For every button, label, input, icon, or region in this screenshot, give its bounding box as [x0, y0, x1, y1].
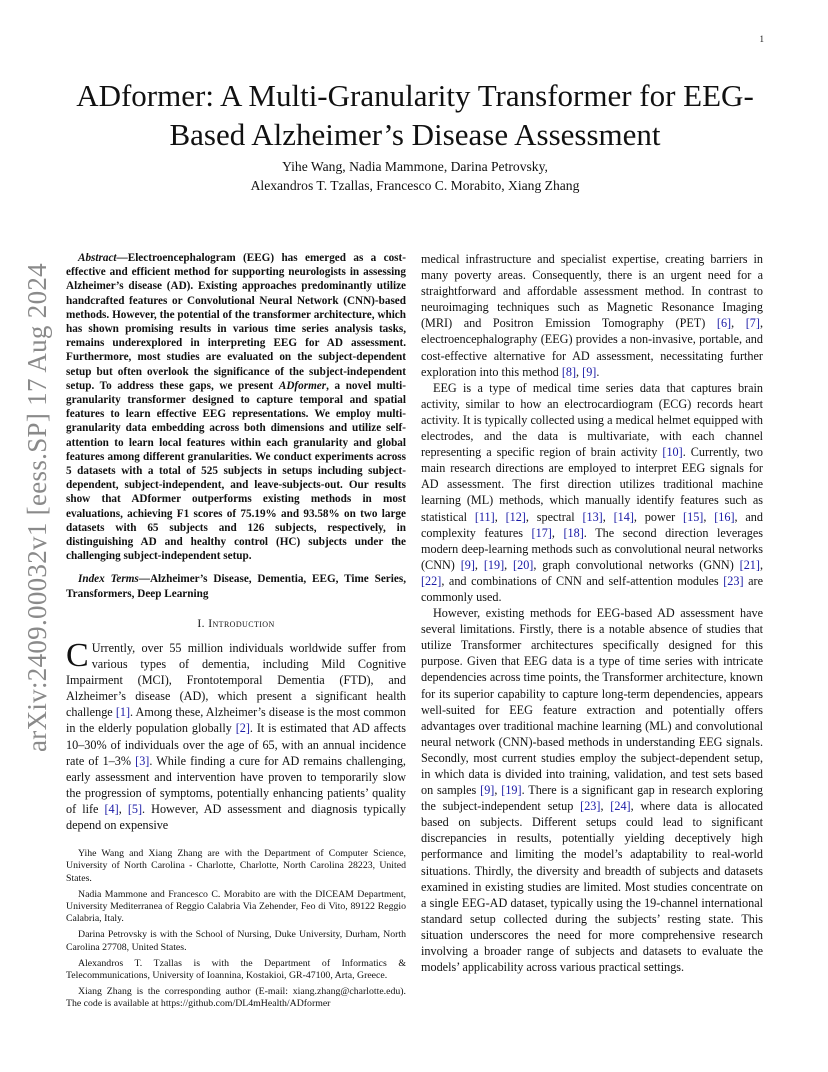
citation-link[interactable]: [7] — [745, 316, 760, 331]
arxiv-identifier-stamp: arXiv:2409.00032v1 [eess.SP] 17 Aug 2024 — [22, 263, 52, 752]
body-text: , where data is allocated based on subjects. Different setups could lead to significant discrepancies in results, potentially yielding deceptively high performance and limiting the model’s adaptability to real-world situations. Thirdly, the diversity and breadth of subjects and datasets examined in existing studies are limited. Most studies concentrate on a single EEG-AD dataset, typically using the 19-channel international standard setup collected during the subjects’ resting state. This situation underscores the need for more comprehensive research involving a broader range of subjects and datasets to evaluate the models’ applicability across various practical settings. — [421, 799, 764, 975]
body-text: , spectral — [525, 509, 583, 524]
author-line-2: Alexandros T. Tzallas, Francesco C. Morabito, Xiang Zhang — [250, 178, 580, 193]
citation-link[interactable]: [14] — [613, 509, 634, 524]
section-title: Introduction — [208, 616, 275, 630]
intro-paragraph-1 — [66, 636, 406, 833]
body-text: , — [494, 509, 506, 524]
body-text: , graph convolutional networks (GNN) — [533, 557, 740, 572]
citation-link[interactable]: [22] — [421, 573, 442, 588]
footnote-affiliation: Nadia Mammone and Francesco C. Morabito are with the DICEAM Department, University Mediterranea of Reggio Calabria Via Zehender, Feo di Vito, 89122 Reggio Calabria, Italy. — [66, 888, 406, 925]
citation-link[interactable]: [6] — [716, 316, 732, 331]
citation-link[interactable]: [8] — [561, 364, 577, 379]
citation-link[interactable]: [23] — [580, 799, 601, 814]
intro-text: , — [118, 801, 128, 816]
abstract — [66, 251, 406, 563]
index-terms-label: Index Terms — [78, 573, 139, 586]
index-terms-text: —Alzheimer’s Disease, Dementia, EEG, Time Series, Transformers, Deep Learning — [66, 573, 406, 600]
body-text: , and complexity features — [421, 509, 763, 540]
citation-link[interactable]: [3] — [135, 753, 150, 768]
citation-link[interactable]: [21] — [739, 557, 760, 572]
intro-paragraph-2 — [421, 380, 763, 605]
intro-text: . Among these, Alzheimer’s disease is the most common in the elderly population globally — [66, 705, 406, 736]
body-text: . The second direction leverages modern deep-learning methods such as convolutional neural networks (CNN) — [421, 525, 764, 572]
citation-link[interactable]: [5] — [127, 801, 143, 816]
right-column — [421, 251, 763, 975]
citation-link[interactable]: [9] — [460, 557, 475, 572]
citation-link[interactable]: [9] — [480, 783, 495, 798]
intro-paragraph-1-cont — [421, 251, 763, 380]
citation-link[interactable]: [13] — [582, 509, 603, 524]
intro-text: Urrently, over 55 million individuals worldwide suffer from various types of dementia, including Mild Cognitive Impairment (MCI), Frontotemporal Dementia (FTD), and Alzheimer’s disease (AD), which present a significant health challenge — [66, 640, 406, 720]
footnote-affiliation: Yihe Wang and Xiang Zhang are with the Department of Computer Science, University of North Carolina - Charlotte, Charlotte, North Carolina 28223, United States. — [66, 848, 406, 884]
abstract-label: Abstract — [78, 252, 117, 264]
body-text: , — [576, 364, 583, 379]
citation-link[interactable]: [10] — [662, 445, 683, 460]
body-text: , — [551, 525, 564, 540]
citation-link[interactable]: [23] — [723, 573, 744, 588]
body-text: , and combinations of CNN and self-attention modules — [441, 573, 724, 588]
drop-cap: C — [66, 636, 89, 674]
citation-link[interactable]: [11] — [474, 509, 495, 524]
abstract-model-name: ADformer — [278, 379, 327, 392]
footnote-affiliation: Alexandros T. Tzallas is with the Department of Informatics & Telecommunications, University of Ioannina, Kostakioi, GR-47100, Arta, Greece. — [66, 957, 406, 981]
body-text: are commonly used. — [421, 573, 763, 604]
body-text: , — [504, 557, 514, 572]
section-heading-introduction — [66, 616, 406, 632]
footnotes — [66, 848, 406, 1010]
body-text: However, existing methods for EEG-based AD assessment have several limitations. Firstly, there is a notable absence of studies that utilize Transformer architectures specifically designed for this purpose. Given that EEG data is a type of time series with intricate dependencies across time points, the Transformer architecture, known for its superior capability to capture long-term dependencies, appears well-suited for EEG feature extraction and potentially offers advantages over traditional machine learning (ML) and convolutional neural network (CNN)-based methods in understanding EEG signals. Secondly, most current studies employ the subject-dependent setup, in which data is divided into training, validation, and test sets based on samples — [421, 606, 763, 798]
intro-text: . However, AD assessment and diagnosis typically depend on expensive — [66, 801, 406, 832]
body-text: medical infrastructure and specialist expertise, creating barriers in many poverty areas. Consequently, there is an urgent need for a straightforward and affordable assessment method. In contrast to neuroimaging techniques such as Magnetic Resonance Imaging (MRI) and Positron Emission Tomography (PET) — [421, 252, 763, 331]
body-text: , — [600, 799, 611, 814]
body-text: . Currently, two main research directions are employed to interpret EEG signals for AD assessment. The first direction utilizes traditional machine learning (ML) methods, which manually identify features such as statistical — [421, 445, 764, 524]
author-line-1: Yihe Wang, Nadia Mammone, Darina Petrovsky, — [282, 159, 548, 174]
page-number: 1 — [759, 34, 764, 44]
body-text: , — [474, 557, 484, 572]
citation-link[interactable]: [20] — [513, 557, 534, 572]
footnote-corresponding-author: Xiang Zhang is the corresponding author (E-mail: xiang.zhang@charlotte.edu). The code is available at https://github.com/DL4mHealth/ADformer — [66, 986, 406, 1010]
left-column — [66, 251, 406, 1015]
citation-link[interactable]: [17] — [531, 525, 552, 540]
abstract-text-cont: , a novel multi-granularity transformer designed to capture temporal and spatial features to learn effective EEG representations. We employ multi-granularity data embedding across both dimensions and utilize self-attention to learn local features within each granularity and global features among different granularities. We conduct experiments across 5 datasets with a total of 525 subjects in setups including subject-dependent, subject-independent, and leave-subjects-out. Our results show that ADformer outperforms existing methods in most evaluations, achieving F1 scores of 75.19% and 93.58% on two large datasets with 65 subjects and 126 subjects, respectively, in distinguishing AD and healthy control (HC) subjects under the challenging subject-independent setup. — [66, 379, 406, 563]
citation-link[interactable]: [1] — [115, 705, 131, 720]
body-text: , — [759, 557, 763, 572]
author-list — [60, 157, 770, 195]
paper-title: ADformer: A Multi-Granularity Transformer for EEG-Based Alzheimer’s Disease Assessment — [76, 78, 754, 152]
body-text: , — [703, 509, 715, 524]
citation-link[interactable]: [9] — [582, 364, 597, 379]
index-terms — [66, 572, 406, 600]
citation-link[interactable]: [2] — [235, 721, 250, 736]
citation-link[interactable]: [4] — [104, 801, 119, 816]
body-text: , electroencephalography (EEG) provides a non-invasive, portable, and cost-effective alternative for AD assessment, necessitating further exploration into this method — [421, 316, 763, 379]
citation-link[interactable]: [16] — [714, 509, 735, 524]
body-text: , power — [633, 509, 684, 524]
intro-paragraph-3 — [421, 605, 763, 975]
citation-link[interactable]: [19] — [501, 783, 522, 798]
citation-link[interactable]: [12] — [505, 509, 526, 524]
abstract-text: —Electroencephalogram (EEG) has emerged as a cost-effective and efficient method for supporting neurologists in assessing Alzheimer’s disease (AD). Existing approaches predominantly utilize handcrafted features or Convolutional Neural Network (CNN)-based methods. However, the potential of the transformer architecture, which has shown promising results in various time series analysis tasks, remains underexplored in interpreting EEG for AD assessment. Furthermore, most studies are evaluated on the subject-dependent setup but often overlook the significance of the subject-independent setup. To address these gaps, we present — [66, 252, 406, 392]
section-number: I. — [197, 616, 205, 630]
citation-link[interactable]: [24] — [610, 799, 631, 814]
body-text: , — [494, 783, 502, 798]
body-text: , — [602, 509, 614, 524]
citation-link[interactable]: [15] — [683, 509, 704, 524]
body-text: EEG is a type of medical time series data that captures brain activity, similar to how an electrocardiogram (ECG) records heart activity. It is typically collected using a medical helmet equipped with electrodes, and the data is multivariate, with each channel representing a specific region of brain activity — [421, 380, 763, 460]
citation-link[interactable]: [19] — [483, 557, 505, 572]
intro-text: . While finding a cure for AD remains challenging, early assessment and intervention have proven to temporarily slow the progression of symptoms, potentially enhancing patients’ quality of life — [66, 753, 406, 816]
intro-text: . It is estimated that AD affects 10–30% of individuals over the age of 65, with an annual incidence rate of 1–3% — [66, 721, 406, 768]
citation-link[interactable]: [18] — [563, 525, 584, 540]
body-text: , — [731, 316, 746, 331]
body-text: . There is a significant gap in research exploring the subject-independent setup — [421, 783, 764, 814]
body-text: . — [596, 364, 600, 379]
footnote-affiliation: Darina Petrovsky is with the School of Nursing, Duke University, Durham, North Carolina 27708, United States. — [66, 929, 406, 953]
